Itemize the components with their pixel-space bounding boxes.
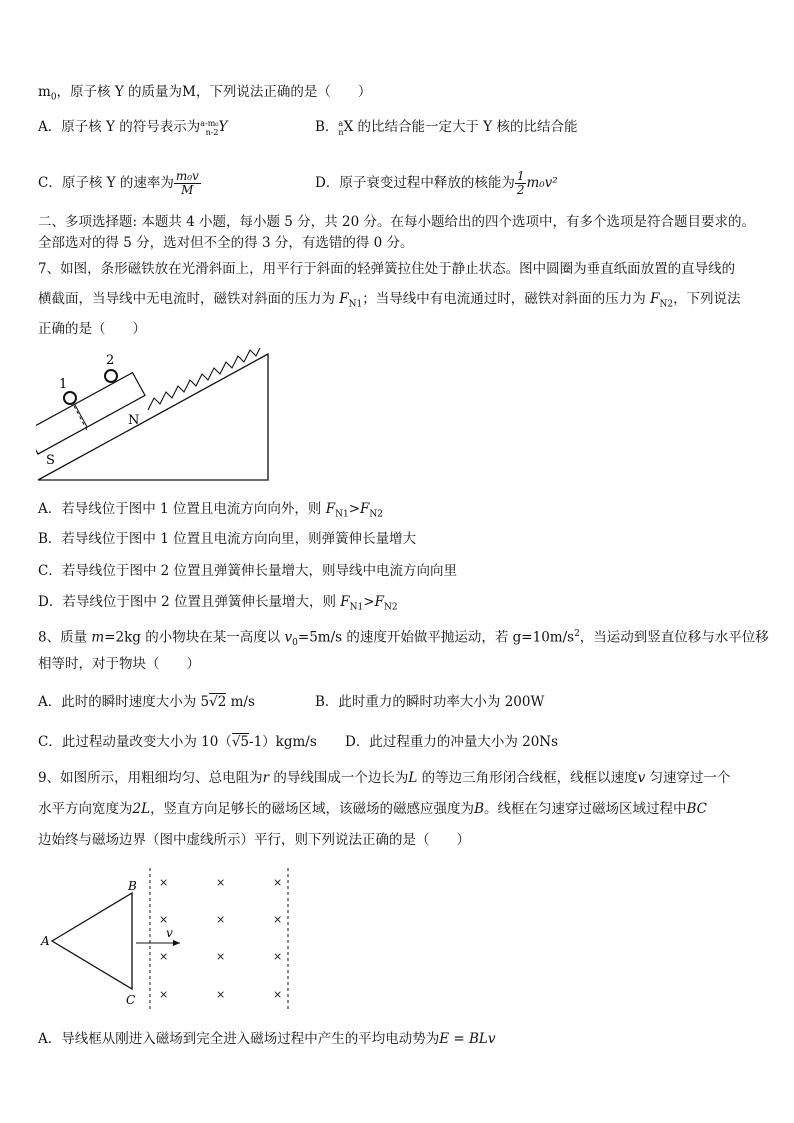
q8-option-b[interactable]: B．此时重力的瞬时功率大小为 200W <box>315 694 545 710</box>
svg-text:×: × <box>273 950 283 963</box>
svg-text:×: × <box>216 876 226 889</box>
svg-text:×: × <box>159 913 169 926</box>
svg-text:×: × <box>273 913 283 926</box>
triangle-frame-magnetic-field-figure <box>38 866 300 1014</box>
q8-line1: 8、质量 m=2kg 的小物块在某一高度以 $v_0=5m/s$ 的速度开始做平抛运动，若 $g=10m/s^2$，当运动到竖直位移与水平位移 <box>38 629 769 649</box>
q6-option-c[interactable]: C．原子核 Y 的速率为 $\frac{\text{m₀v}}{M}$ <box>38 169 199 197</box>
svg-text:×: × <box>216 988 226 1001</box>
wire-2-label: 2 <box>106 353 115 368</box>
svg-text:×: × <box>159 988 169 1001</box>
svg-text:×: × <box>216 950 226 963</box>
q7-option-a[interactable]: A．若导线位于图中 1 位置且电流方向向外，则 $F_{N1}>F_{N2}$ <box>38 501 383 520</box>
q9-option-a[interactable]: A．导线框从刚进入磁场到完全进入磁场过程中产生的平均电动势为E = BLv <box>38 1031 496 1047</box>
q6-stem: $m_0$，原子核 Y 的质量为M，下列说法正确的是（ ） <box>38 84 372 103</box>
svg-text:×: × <box>216 913 226 926</box>
vertex-a-label: A <box>41 934 50 948</box>
q6-option-d[interactable]: D．原子衰变过程中释放的核能为 $\frac{1}{2}$ m₀v² <box>315 169 558 197</box>
velocity-label: v <box>166 926 173 940</box>
wire-1-label: 1 <box>59 377 68 392</box>
q6-option-b[interactable]: B． a n X 的比结合能一定大于 Y 核的比结合能 <box>315 118 578 137</box>
q8-option-c[interactable]: C．此过程动量改变大小为 10（√5-1）kgm/s <box>38 734 317 750</box>
q7-line1: 7、如图，条形磁铁放在光滑斜面上，用平行于斜面的轻弹簧拉住处于静止状态。图中圆圈为垂直纸面放置的直导线的 <box>38 261 736 277</box>
q7-option-d[interactable]: D．若导线位于图中 2 位置且弹簧伸长量增大，则 $F_{N1}>F_{N2}$ <box>38 594 398 613</box>
q6-option-a[interactable]: A．原子核 Y 的符号表示为 a-m₀ n-2 Y <box>38 118 228 137</box>
svg-text:×: × <box>273 876 283 889</box>
q9-line1: 9、如图所示，用粗细均匀、总电阻为r 的导线围成一个边长为L 的等边三角形闭合线框，线框以速度v 匀速穿过一个 <box>38 770 731 786</box>
svg-text:×: × <box>159 876 169 889</box>
section2-line2: 全部选对的得 5 分，选对但不全的得 3 分，有选错的得 0 分。 <box>38 235 414 251</box>
magnet-on-incline-figure <box>36 342 276 482</box>
vertex-c-label: C <box>126 993 136 1007</box>
q7-line3: 正确的是（ ） <box>38 321 146 337</box>
magnet-s-label: S <box>46 453 55 468</box>
vertex-b-label: B <box>128 879 137 893</box>
magnet-n-label: N <box>128 413 140 428</box>
q7-line2: 横截面，当导线中无电流时，磁铁对斜面的压力为 $F_{N1}$；当导线中有电流通过时，磁铁对斜面的压力为 $F_{N2}$，下列说法 <box>38 291 741 310</box>
section2-line1: 二、多项选择题: 本题共 4 小题，每小题 5 分，共 20 分。在每小题给出的四个选项中，有多个选项是符合题目要求的。 <box>38 214 755 230</box>
q8-option-d[interactable]: D．此过程重力的冲量大小为 20Ns <box>345 734 559 750</box>
svg-text:×: × <box>273 988 283 1001</box>
q8-line2: 相等时，对于物块（ ） <box>38 656 200 672</box>
q9-line2: 水平方向宽度为2L，竖直方向足够长的磁场区域，该磁场的磁感应强度为B。线框在匀速穿过磁场区域过程中BC <box>38 801 707 817</box>
q7-option-b[interactable]: B．若导线位于图中 1 位置且电流方向向里，则弹簧伸长量增大 <box>38 531 417 547</box>
q9-line3: 边始终与磁场边界（图中虚线所示）平行，则下列说法正确的是（ ） <box>38 832 470 848</box>
q8-option-a[interactable]: A．此时的瞬时速度大小为 5√2 m/s <box>38 694 255 710</box>
svg-text:×: × <box>159 950 169 963</box>
q7-option-c[interactable]: C．若导线位于图中 2 位置且弹簧伸长量增大，则导线中电流方向向里 <box>38 563 458 579</box>
